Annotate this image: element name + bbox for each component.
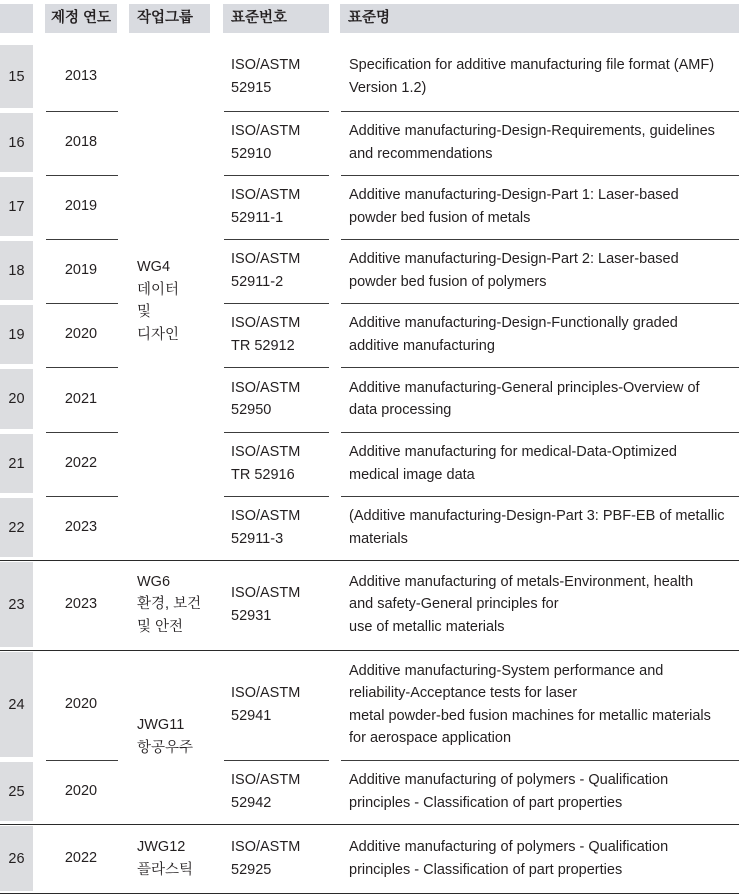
row-divider	[224, 111, 329, 112]
standard-number-line: ISO/ASTM	[231, 187, 301, 203]
standard-number-cell	[231, 241, 327, 300]
row-divider	[224, 175, 329, 176]
row-divider	[46, 760, 118, 761]
year-cell: 2013	[64, 68, 98, 85]
year-cell: 2020	[64, 783, 98, 800]
standard-number-line: 52950	[231, 402, 272, 418]
standard-number-line: ISO/ASTM	[231, 251, 301, 267]
work-group-cell	[137, 45, 217, 557]
standard-name-line: principles - Classification of part properties	[349, 861, 623, 878]
standard-name-cell	[349, 562, 737, 647]
row-divider	[341, 496, 739, 497]
header-year: 제정 연도	[45, 4, 117, 33]
work-group-line: WG4	[137, 259, 171, 275]
work-group-cell	[137, 562, 217, 647]
year-cell: 2021	[64, 390, 98, 407]
standard-name-line: metal powder-bed fusion machines for metallic materials	[349, 707, 711, 724]
year-cell: 2023	[64, 519, 98, 536]
standard-name-line: Additive manufacturing-Design-Functionally graded	[349, 315, 678, 331]
row-divider	[224, 760, 329, 761]
work-group-cell	[137, 826, 217, 891]
row-number: 25	[0, 762, 33, 821]
standard-name-line: Additive manufacturing-Design-Part 1: Laser-based	[349, 187, 679, 203]
row-divider	[46, 496, 118, 497]
standard-number-cell	[231, 177, 327, 236]
row-divider	[224, 239, 329, 240]
year-cell: 2022	[64, 455, 98, 472]
standard-number-line: ISO/ASTM	[231, 379, 301, 396]
standard-name-cell	[349, 113, 737, 172]
year-cell: 2019	[64, 262, 98, 279]
standard-name-line: reliability-Acceptance tests for laser	[349, 685, 578, 701]
standard-number-line: 52942	[231, 794, 272, 811]
standard-name-line: Additive manufacturing of polymers - Qualification	[349, 839, 669, 855]
row-divider	[46, 303, 118, 304]
standard-number-line: 52911-2	[231, 273, 284, 290]
standard-name-cell	[349, 498, 737, 557]
standard-name-line: powder bed fusion of metals	[349, 209, 531, 226]
work-group-line: JWG12	[137, 839, 186, 855]
standard-number-cell	[231, 45, 327, 108]
row-divider	[341, 303, 739, 304]
standard-name-line: principles - Classification of part properties	[349, 794, 623, 811]
standard-number-line: ISO/ASTM	[231, 685, 301, 701]
standard-name-cell	[349, 177, 737, 236]
standard-number-cell	[231, 652, 327, 757]
standard-number-line: 52925	[231, 861, 272, 878]
row-number: 24	[0, 652, 33, 757]
year-cell: 2019	[64, 198, 98, 215]
table-bottom-rule	[0, 893, 739, 894]
standard-name-line: powder bed fusion of polymers	[349, 273, 547, 290]
standard-number-cell	[231, 434, 327, 493]
standard-number-line: 52911-3	[231, 530, 284, 547]
row-divider	[46, 367, 118, 368]
standard-number-line: 52910	[231, 145, 272, 162]
row-number: 18	[0, 241, 33, 300]
standard-name-cell	[349, 241, 737, 300]
work-group-cell	[137, 652, 217, 821]
standard-name-cell	[349, 826, 737, 891]
group-divider	[0, 650, 739, 651]
standard-number-line: ISO/ASTM	[231, 57, 301, 73]
row-number: 16	[0, 113, 33, 172]
standard-name-cell	[349, 652, 737, 757]
standard-number-line: TR 52912	[231, 337, 295, 354]
standard-name-line: materials	[349, 530, 408, 547]
row-divider	[46, 175, 118, 176]
work-group-line: 및 안전	[137, 618, 184, 635]
standard-name-line: additive manufacturing	[349, 337, 495, 354]
standard-number-cell	[231, 369, 327, 429]
standard-name-cell	[349, 434, 737, 493]
standard-number-line: ISO/ASTM	[231, 315, 301, 331]
standard-number-cell	[231, 762, 327, 821]
year-cell: 2020	[64, 696, 98, 713]
year-cell: 2020	[64, 326, 98, 343]
standard-name-line: use of metallic materials	[349, 618, 505, 635]
work-group-line: 디자인	[137, 326, 180, 343]
standard-name-line: Additive manufacturing of polymers - Qualification	[349, 772, 669, 788]
row-divider	[46, 239, 118, 240]
standard-name-cell	[349, 45, 737, 108]
row-divider	[224, 432, 329, 433]
work-group-line: 항공우주	[137, 739, 194, 756]
standard-name-cell	[349, 305, 737, 364]
standard-number-cell	[231, 305, 327, 364]
row-divider	[224, 496, 329, 497]
standard-number-line: 52915	[231, 79, 272, 96]
row-number: 19	[0, 305, 33, 364]
standard-name-line: Specification for additive manufacturing file format (AMF)	[349, 57, 715, 73]
standard-number-line: ISO/ASTM	[231, 123, 301, 139]
row-divider	[341, 432, 739, 433]
standard-number-line: TR 52916	[231, 466, 295, 483]
header-standard-no: 표준번호	[223, 4, 329, 33]
row-divider	[46, 111, 118, 112]
standard-name-line: Additive manufacturing-Design-Requirements, guidelines	[349, 123, 715, 139]
header-num	[0, 4, 33, 33]
standard-name-line: (Additive manufacturing-Design-Part 3: PBF-EB of metallic	[349, 508, 725, 524]
row-number: 26	[0, 826, 33, 891]
standard-number-line: ISO/ASTM	[231, 839, 301, 855]
row-divider	[341, 760, 739, 761]
work-group-line: 플라스틱	[137, 861, 194, 878]
work-group-line: WG6	[137, 573, 171, 590]
standard-name-line: for aerospace application	[349, 730, 512, 746]
standard-name-line: Additive manufacturing-Design-Part 2: Laser-based	[349, 251, 679, 267]
row-divider	[341, 111, 739, 112]
row-divider	[341, 175, 739, 176]
year-cell: 2023	[64, 596, 98, 613]
standard-number-line: 52931	[231, 607, 272, 624]
standard-number-line: ISO/ASTM	[231, 444, 301, 460]
header-group: 작업그룹	[129, 4, 210, 33]
work-group-line: 및	[137, 304, 152, 320]
standard-name-line: Version 1.2)	[349, 79, 427, 96]
standard-number-line: 52941	[231, 707, 272, 724]
work-group-line: JWG11	[137, 717, 185, 733]
row-number: 21	[0, 434, 33, 493]
standard-number-line: ISO/ASTM	[231, 585, 301, 601]
row-divider	[341, 367, 739, 368]
year-cell: 2018	[64, 134, 98, 151]
standard-name-cell	[349, 762, 737, 821]
standard-number-cell	[231, 826, 327, 891]
row-divider	[46, 432, 118, 433]
header-standard-name: 표준명	[340, 4, 739, 33]
standard-number-cell	[231, 113, 327, 172]
standard-name-line: Additive manufacturing for medical-Data-Optimized	[349, 444, 677, 460]
row-divider	[224, 303, 329, 304]
standard-name-line: and safety-General principles for	[349, 596, 559, 613]
row-number: 17	[0, 177, 33, 236]
year-cell: 2022	[64, 850, 98, 867]
row-divider	[341, 239, 739, 240]
standard-name-line: Additive manufacturing-System performance and	[349, 662, 664, 679]
standard-number-cell	[231, 498, 327, 557]
standard-name-line: Additive manufacturing-General principles-Overview of	[349, 379, 700, 396]
row-number: 23	[0, 562, 33, 647]
standard-name-line: data processing	[349, 402, 452, 418]
standard-number-line: ISO/ASTM	[231, 508, 301, 524]
standard-name-line: and recommendations	[349, 145, 493, 162]
standard-name-cell	[349, 369, 737, 429]
row-number: 20	[0, 369, 33, 429]
work-group-line: 데이터	[137, 281, 180, 298]
standard-name-line: medical image data	[349, 466, 475, 483]
standard-number-cell	[231, 562, 327, 647]
standard-number-line: ISO/ASTM	[231, 772, 301, 788]
row-number: 15	[0, 45, 33, 108]
row-number: 22	[0, 498, 33, 557]
group-divider	[0, 824, 739, 825]
group-divider	[0, 560, 739, 561]
standard-name-line: Additive manufacturing of metals-Environment, health	[349, 573, 694, 590]
row-divider	[224, 367, 329, 368]
work-group-line: 환경, 보건	[137, 596, 202, 613]
standard-number-line: 52911-1	[231, 209, 284, 226]
